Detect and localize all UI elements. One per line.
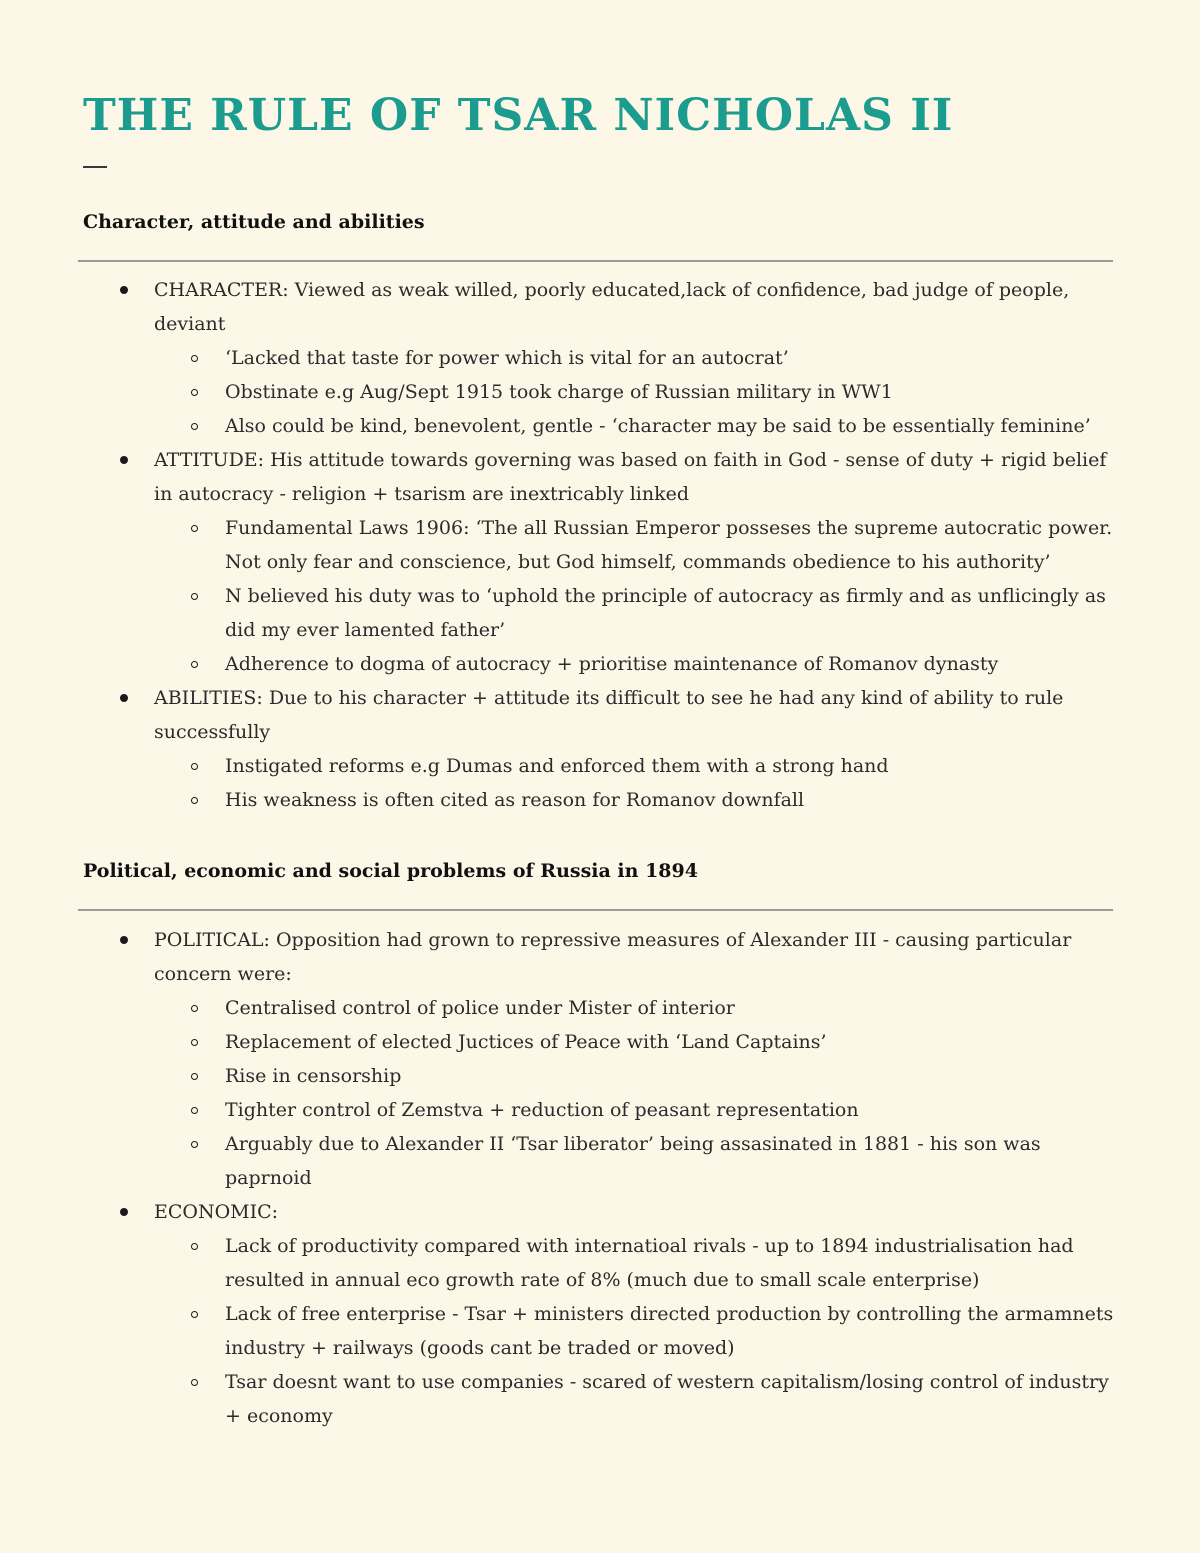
list-item [0,375,1200,409]
list-item [0,273,1200,341]
list-item [0,409,1200,443]
list-item [0,1059,1200,1093]
filled-bullet-icon [120,286,128,294]
filled-bullet-icon [120,456,128,464]
list-item-text: Lack of productivity compared with internatioal rivals - up to 1894 industrialisation had resulted in annual eco growth rate of 8% (much due to small scale enterprise) [225,1235,1074,1291]
list-item-text: Tsar doesnt want to use companies - scared of western capitalism/losing control of industry + economy [225,1371,1109,1427]
section-divider [78,260,1113,262]
section-divider [78,909,1113,911]
list-item-text: N believed his duty was to ‘uphold the principle of autocracy as firmly and as unflicingly as did my ever lamented father’ [225,585,1106,641]
list-item-text: Obstinate e.g Aug/Sept 1915 took charge of Russian military in WW1 [225,381,893,403]
title-underline-dash [83,166,107,168]
filled-bullet-icon [120,694,128,702]
section-list-character [0,273,1200,817]
hollow-bullet-icon [191,1141,198,1148]
list-item-text: Fundamental Laws 1906: ‘The all Russian Emperor posseses the supreme autocratic power. Not only fear and conscience, but God himself, commands obedience to his authority’ [225,517,1113,573]
list-item [0,647,1200,681]
hollow-bullet-icon [191,423,198,430]
list-item [0,341,1200,375]
list-item-text: Also could be kind, benevolent, gentle - ‘character may be said to be essentially feminine’ [225,415,1091,437]
hollow-bullet-icon [191,1311,198,1318]
hollow-bullet-icon [191,1039,198,1046]
list-item [0,1229,1200,1297]
list-item [0,1195,1200,1229]
list-item [0,579,1200,647]
list-item [0,1127,1200,1195]
list-item [0,1365,1200,1433]
list-item [0,1093,1200,1127]
list-item-text: POLITICAL: Opposition had grown to repressive measures of Alexander III - causing particular concern were: [154,929,1072,985]
list-item-text: ABILITIES: Due to his character + attitude its difficult to see he had any kind of ability to rule successfully [154,687,1064,743]
list-item-text: His weakness is often cited as reason for Romanov downfall [225,789,805,811]
hollow-bullet-icon [191,525,198,532]
list-item [0,1025,1200,1059]
hollow-bullet-icon [191,593,198,600]
hollow-bullet-icon [191,1107,198,1114]
list-item [0,923,1200,991]
filled-bullet-icon [120,936,128,944]
list-item [0,443,1200,511]
list-item-text: ATTITUDE: His attitude towards governing was based on faith in God - sense of duty + rigid belief in autocracy - religion + tsarism are inextricably linked [154,449,1107,505]
list-item [0,511,1200,579]
hollow-bullet-icon [191,763,198,770]
section-heading-problems: Political, economic and social problems of Russia in 1894 [83,860,698,882]
hollow-bullet-icon [191,1005,198,1012]
list-item-text: Tighter control of Zemstva + reduction of peasant representation [225,1099,859,1121]
hollow-bullet-icon [191,797,198,804]
list-item-text: Replacement of elected Juctices of Peace with ‘Land Captains’ [225,1031,827,1053]
list-item-text: CHARACTER: Viewed as weak willed, poorly educated,lack of confidence, bad judge of people, deviant [154,279,1070,335]
hollow-bullet-icon [191,1379,198,1386]
list-item-text: Centralised control of police under Mister of interior [225,997,735,1019]
list-item [0,783,1200,817]
document-title: THE RULE OF TSAR NICHOLAS II [83,90,954,141]
list-item-text: Instigated reforms e.g Dumas and enforced them with a strong hand [225,755,889,777]
section-heading-character: Character, attitude and abilities [83,211,425,233]
hollow-bullet-icon [191,389,198,396]
list-item [0,681,1200,749]
hollow-bullet-icon [191,1243,198,1250]
list-item-text: Adherence to dogma of autocracy + prioritise maintenance of Romanov dynasty [225,653,999,675]
filled-bullet-icon [120,1208,128,1216]
list-item-text: ECONOMIC: [154,1201,279,1223]
list-item [0,991,1200,1025]
hollow-bullet-icon [191,661,198,668]
list-item-text: Arguably due to Alexander II ‘Tsar liberator’ being assasinated in 1881 - his son was paprnoid [225,1133,1041,1189]
hollow-bullet-icon [191,1073,198,1080]
list-item-text: Lack of free enterprise - Tsar + ministers directed production by controlling the armamnets industry + railways (goods cant be traded or moved) [225,1303,1114,1359]
list-item [0,749,1200,783]
section-list-problems [0,923,1200,1433]
list-item [0,1297,1200,1365]
list-item-text: Rise in censorship [225,1065,402,1087]
list-item-text: ‘Lacked that taste for power which is vital for an autocrat’ [225,347,789,369]
hollow-bullet-icon [191,355,198,362]
